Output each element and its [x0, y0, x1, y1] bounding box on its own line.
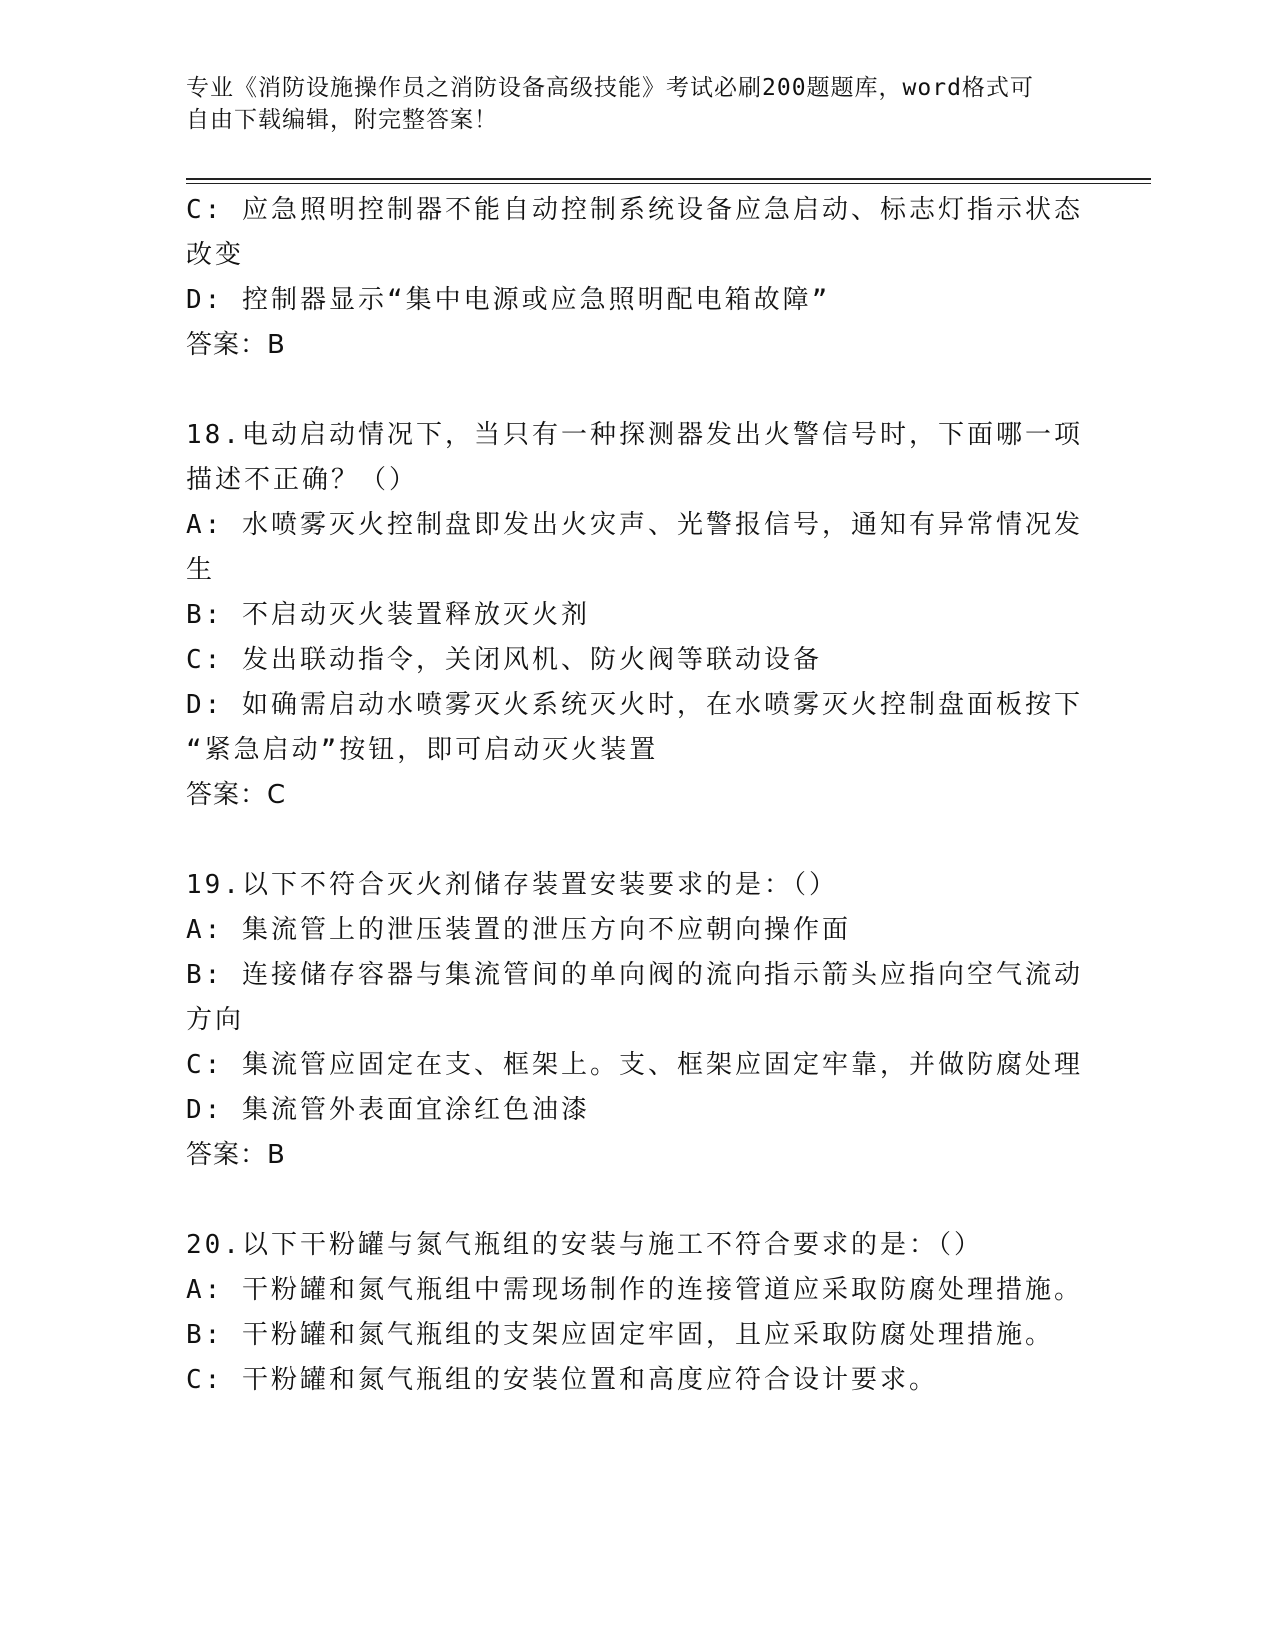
question-19	[186, 863, 1083, 1178]
spacer	[186, 1178, 1076, 1223]
document-header	[186, 72, 1066, 136]
question-20	[186, 1223, 1083, 1403]
q17-option-d: D: 控制器显示“集中电源或应急照明配电箱故障”	[186, 285, 831, 315]
q19-answer: 答案：B	[186, 1140, 286, 1170]
header-divider	[186, 178, 1151, 184]
q19-option-d: D: 集流管外表面宜涂红色油漆	[186, 1095, 590, 1125]
spacer	[186, 818, 1076, 863]
q18-option-b: B: 不启动灭火装置释放灭火剂	[186, 600, 590, 630]
q20-option-b: B: 干粉罐和氮气瓶组的支架应固定牢固，且应采取防腐处理措施。	[186, 1320, 1054, 1350]
header-line-1: 专业《消防设施操作员之消防设备高级技能》考试必刷200题题库，word格式可	[186, 75, 1034, 101]
q18-option-a-line-2: 生	[186, 555, 216, 585]
q20-option-a: A: 干粉罐和氮气瓶组中需现场制作的连接管道应采取防腐处理措施。	[186, 1275, 1083, 1305]
q18-option-c: C: 发出联动指令，关闭风机、防火阀等联动设备	[186, 645, 822, 675]
q20-stem: 20.以下干粉罐与氮气瓶组的安装与施工不符合要求的是：（）	[186, 1230, 983, 1260]
q19-option-a: A: 集流管上的泄压装置的泄压方向不应朝向操作面	[186, 915, 851, 945]
question-18	[186, 413, 1083, 818]
header-line-2: 自由下载编辑，附完整答案！	[186, 107, 498, 133]
q18-option-d-line-1: D: 如确需启动水喷雾灭火系统灭火时，在水喷雾灭火控制盘面板按下	[186, 690, 1083, 720]
q18-stem-line-2: 描述不正确？（）	[186, 465, 419, 495]
q18-stem-line-1: 18.电动启动情况下，当只有一种探测器发出火警信号时，下面哪一项	[186, 420, 1083, 450]
q19-option-b-line-2: 方向	[186, 1005, 245, 1035]
q19-stem: 19.以下不符合灭火剂储存装置安装要求的是：（）	[186, 870, 838, 900]
q17-answer: 答案：B	[186, 330, 286, 360]
spacer	[186, 368, 1076, 413]
question-17	[186, 188, 1083, 368]
q17-option-c-line-1: C: 应急照明控制器不能自动控制系统设备应急启动、标志灯指示状态	[186, 195, 1083, 225]
q19-option-c: C: 集流管应固定在支、框架上。支、框架应固定牢靠，并做防腐处理	[186, 1050, 1083, 1080]
q20-option-c: C: 干粉罐和氮气瓶组的安装位置和高度应符合设计要求。	[186, 1365, 938, 1395]
q18-option-a-line-1: A: 水喷雾灭火控制盘即发出火灾声、光警报信号，通知有异常情况发	[186, 510, 1083, 540]
q19-option-b-line-1: B: 连接储存容器与集流管间的单向阀的流向指示箭头应指向空气流动	[186, 960, 1083, 990]
q17-option-c-line-2: 改变	[186, 240, 245, 270]
question-list	[186, 188, 1083, 1403]
q18-option-d-line-2: “紧急启动”按钮，即可启动灭火装置	[186, 735, 659, 765]
q18-answer: 答案：C	[186, 780, 287, 810]
